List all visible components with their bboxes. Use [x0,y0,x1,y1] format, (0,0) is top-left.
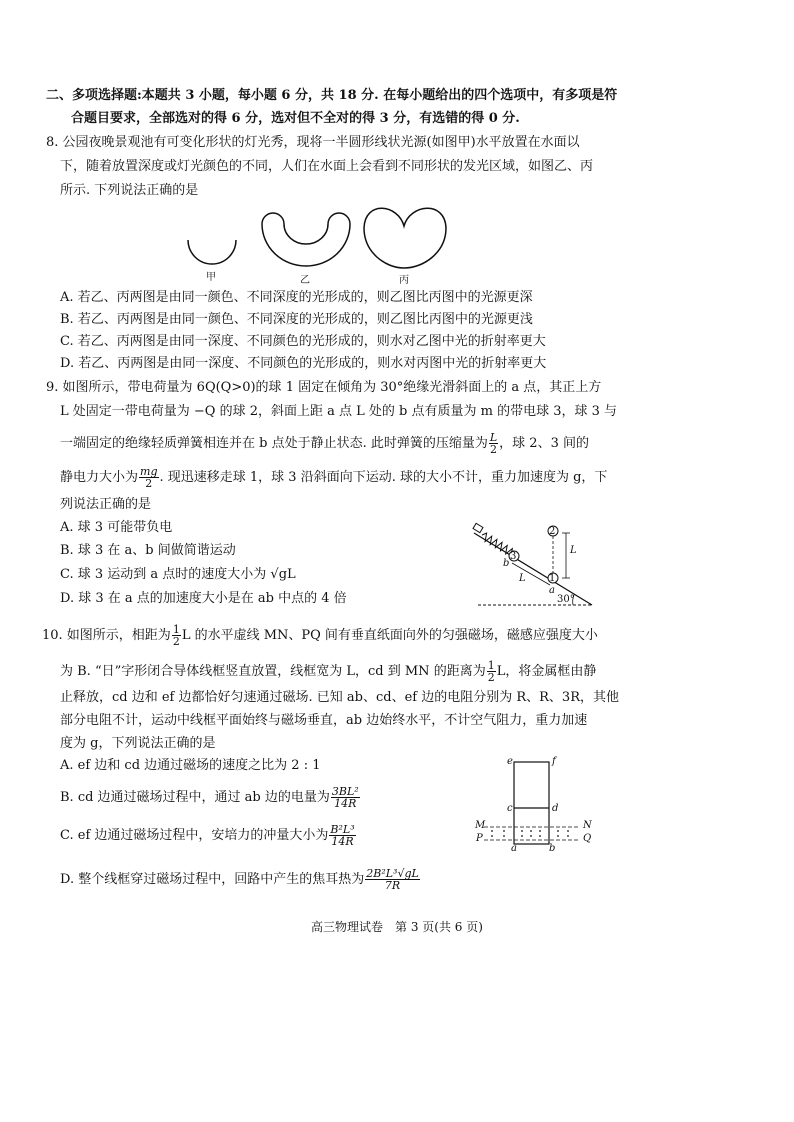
q10-option-d-text: D. 整个线框穿过磁场过程中，回路中产生的焦耳热为 [60,872,365,887]
q10-fig-label-d: d [552,803,559,814]
q10-option-a[interactable]: A. ef 边和 cd 边通过磁场的速度之比为 2 : 1 [60,758,321,773]
q10-stem-line4: 部分电阻不计，运动中线框平面始终与磁场垂直，ab 边始终水平，不计空气阻力，重力加速 [60,713,588,728]
q9-fig-label-1: 1 [549,573,556,584]
q9-compression-fraction: $\frac{L}{2}$ [489,431,498,456]
q10-option-d[interactable] [60,868,421,891]
q8-option-c[interactable]: C. 若乙、丙两图是由同一深度、不同颜色的光形成的，则水对乙图中光的折射率更大 [60,334,546,349]
q9-stem-line1: 9. 如图所示，带电荷量为 6Q(Q>0)的球 1 固定在倾角为 30°绝缘光滑斜面上的 a 点，其正上方 [46,380,602,395]
q8-option-a[interactable]: A. 若乙、丙两图是由同一颜色、不同深度的光形成的，则乙图比丙图中的光源更深 [60,290,533,305]
dim-incline [512,563,550,585]
q10-figure [470,755,600,855]
q10-line1-text-b: L 的水平虚线 MN、PQ 间有垂直纸面向外的匀强磁场，磁感应强度大小 [181,628,598,643]
fig-yi-u-shape [262,213,350,266]
q8-option-d[interactable]: D. 若乙、丙两图是由同一深度、不同颜色的光形成的，则水对丙图中光的折射率更大 [60,356,547,371]
q10-option-c-fraction: $\frac{\text{B²L³}}{14R}$ [330,823,355,848]
q10-option-b-fraction: $\frac{\text{3BL²}}{14R}$ [331,785,359,810]
q9-option-d[interactable]: D. 球 3 在 a 点的加速度大小是在 ab 中点的 4 倍 [60,591,347,606]
q9-option-b[interactable]: B. 球 3 在 a、b 间做简谐运动 [60,543,236,558]
q9-line3-text-b: ，球 2、3 间的 [499,436,589,451]
q10-fig-label-Q: Q [583,833,592,844]
q10-fig-label-a: a [511,843,517,854]
q9-fig-label-L-incline: L [519,573,526,584]
fig-label-jia: 甲 [206,272,216,283]
q10-fig-label-c: c [507,803,513,814]
q10-fig-label-f: f [552,756,556,767]
fig-bing-heart-shape [364,208,446,268]
section-heading-line2: 合题目要求，全部选对的得 6 分，选对但不全对的得 3 分，有选错的得 0 分. [71,111,520,126]
fig-label-bing: 丙 [399,275,409,286]
q9-fig-label-2: 2 [549,526,556,537]
field-dots [491,830,569,837]
q10-stem-line2 [60,660,596,683]
q10-fig-label-N: N [583,820,592,831]
q10-option-b-text: B. cd 边通过磁场过程中，通过 ab 边的电量为 [60,790,330,805]
q9-stem-line5: 列说法正确的是 [60,497,152,512]
q9-line4-text-a: 静电力大小为 [60,470,139,485]
q10-stem-line1 [42,624,598,647]
q8-option-b[interactable]: B. 若乙、丙两图是由同一颜色、不同深度的光形成的，则乙图比丙图中的光源更浅 [60,312,533,327]
q8-figures [0,200,794,300]
wall-block [473,523,483,532]
q9-option-c[interactable]: C. 球 3 运动到 a 点时的速度大小为 √gL [60,567,296,582]
q9-fig-label-3: 3 [510,551,517,562]
q9-fig-label-angle: 30° [557,594,575,605]
q10-line2-text-b: L，将金属框由静 [496,664,597,679]
q10-option-c[interactable] [60,824,357,847]
q10-line2-text-a: 为 B. “日”字形闭合导体线框竖直放置，线框宽为 L，cd 到 MN 的距离为 [60,664,486,679]
q10-distance-fraction: $\frac{1}{2}$ [487,659,495,684]
q8-stem-line2: 下，随着放置深度或灯光颜色的不同，人们在水面上会看到不同形状的发光区域，如图乙、丙 [60,159,594,174]
fig-jia-semicircle [188,240,236,264]
q10-fig-label-P: P [476,833,483,844]
q9-fig-label-b: b [503,558,510,569]
section-heading-line1: 二、多项选择题:本题共 3 小题，每小题 6 分，共 18 分. 在每小题给出的四个选项中，有多项是符 [46,88,618,103]
q10-fig-label-e: e [507,756,513,767]
q9-line4-text-b: . 现迅速移走球 1，球 3 沿斜面向下运动. 球的大小不计，重力加速度为 g，下 [159,470,608,485]
q9-fig-label-L-vertical: L [570,545,577,556]
q8-stem-line1: 8. 公园夜晚景观池有可变化形状的灯光秀，现将一半圆形线状光源(如图甲)水平放置在水面以 [46,135,580,150]
q10-fig-label-b: b [549,843,556,854]
q10-stem-line3: 止释放，cd 边和 ef 边都恰好匀速通过磁场. 已知 ab、cd、ef 边的电阻分别为 R、R、3R，其他 [60,690,619,705]
q10-stem-line5: 度为 g，下列说法正确的是 [60,736,216,751]
q10-line1-text-a: 10. 如图所示，相距为 [42,628,171,643]
q9-fig-label-a: a [549,585,555,596]
q10-option-b[interactable] [60,786,361,809]
q9-stem-line3 [60,432,589,455]
q10-option-d-fraction: $\frac{\text{2B²L³√gL}}{7R}$ [366,867,419,892]
q9-force-fraction: $\frac{mg}{2}$ [140,465,158,490]
q9-figure [470,515,610,615]
q8-stem-line3: 所示. 下列说法正确的是 [60,183,199,198]
q9-stem-line4 [60,466,607,489]
q10-option-c-text: C. ef 边通过磁场过程中，安培力的冲量大小为 [60,828,329,843]
fig-label-yi: 乙 [300,275,310,286]
q9-option-a[interactable]: A. 球 3 可能带负电 [60,520,173,535]
q9-line3-text-a: 一端固定的绝缘轻质弹簧相连并在 b 点处于静止状态. 此时弹簧的压缩量为 [60,436,488,451]
page-footer: 高三物理试卷 第 3 页(共 6 页) [311,920,483,934]
q10-gap-fraction: $\frac{1}{2}$ [172,623,180,648]
q10-fig-label-M: M [475,820,486,831]
q9-stem-line2: L 处固定一带电荷量为 −Q 的球 2，斜面上距 a 点 L 处的 b 点有质量为 m 的带电球 3，球 3 与 [60,404,618,419]
